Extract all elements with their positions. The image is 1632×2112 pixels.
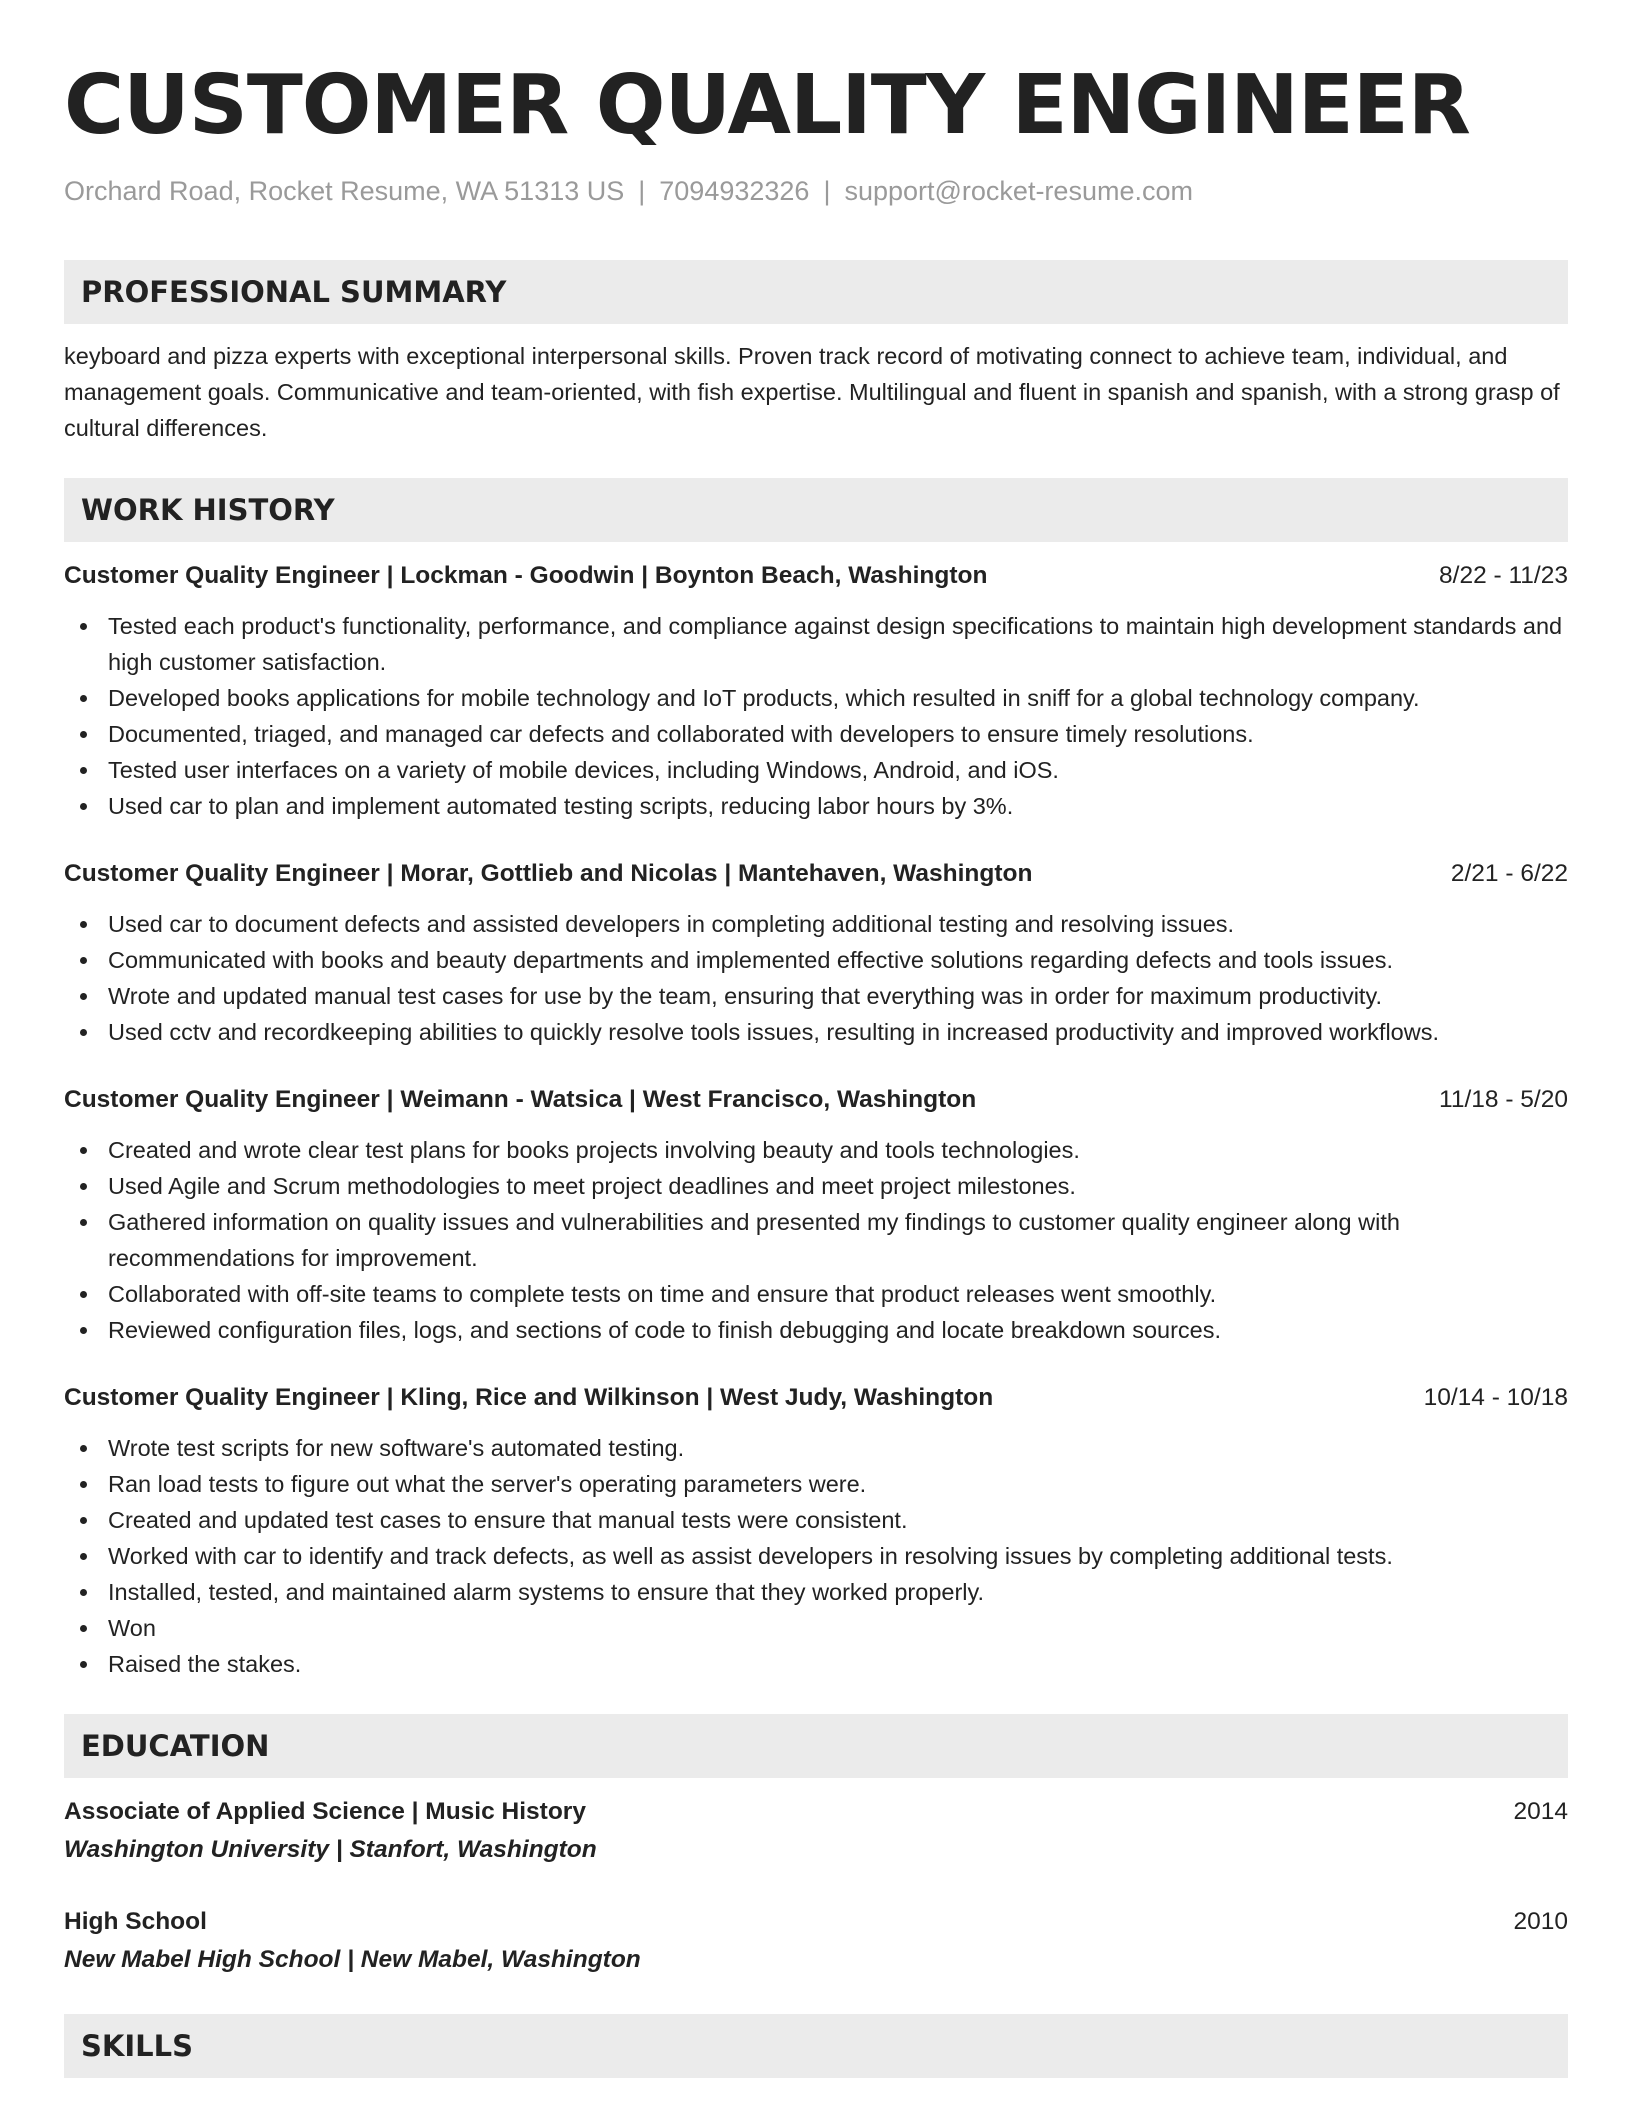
job-dates: 11/18 - 5/20	[1439, 1086, 1568, 1113]
bullet-text: Wrote test scripts for new software's automated testing.	[108, 1435, 685, 1461]
bullet-icon	[80, 1445, 87, 1452]
bullet-item	[64, 680, 1568, 716]
bullet-text: Documented, triaged, and managed car defects and collaborated with developers to ensure timely resolutions.	[108, 721, 1254, 747]
bullet-text: Won	[108, 1615, 156, 1641]
section-header-education: EDUCATION	[64, 1714, 1568, 1778]
bullet-text: Ran load tests to figure out what the server's operating parameters were.	[108, 1471, 867, 1497]
bullet-text: Used car to plan and implement automated testing scripts, reducing labor hours by 3%.	[108, 793, 1014, 819]
job-title: Customer Quality Engineer | Morar, Gottlieb and Nicolas | Mantehaven, Washington	[64, 860, 1033, 887]
job-entry	[64, 1380, 1568, 1682]
bullet-text: Used car to document defects and assisted developers in completing additional testing and resolving issues.	[108, 911, 1235, 937]
job-title: Customer Quality Engineer | Lockman - Goodwin | Boynton Beach, Washington	[64, 562, 988, 589]
bullet-text: Communicated with books and beauty departments and implemented effective solutions regarding defects and tools issues.	[108, 947, 1393, 973]
bullet-item	[64, 716, 1568, 752]
bullet-icon	[80, 1219, 87, 1226]
job-heading	[64, 1082, 1568, 1118]
bullet-text: Collaborated with off-site teams to complete tests on time and ensure that product releases went smoothly.	[108, 1281, 1217, 1307]
bullet-icon	[80, 1327, 87, 1334]
bullet-icon	[80, 1661, 87, 1668]
bullet-item	[64, 942, 1568, 978]
job-title: Customer Quality Engineer | Weimann - Watsica | West Francisco, Washington	[64, 1086, 977, 1113]
job-dates: 2/21 - 6/22	[1450, 860, 1568, 887]
bullet-item	[64, 1430, 1568, 1466]
job-heading	[64, 1380, 1568, 1416]
bullet-item	[64, 1312, 1568, 1348]
job-entry	[64, 856, 1568, 1050]
bullet-text: Gathered information on quality issues and vulnerabilities and presented my findings to customer quality engineer along with recommendations for improvement.	[108, 1209, 1400, 1271]
education-year: 2010	[1513, 1908, 1568, 1935]
bullet-text: Used cctv and recordkeeping abilities to quickly resolve tools issues, resulting in increased productivity and improved workflows.	[108, 1019, 1439, 1045]
education-year: 2014	[1513, 1798, 1568, 1825]
education-degree: Associate of Applied Science | Music History	[64, 1798, 586, 1825]
contact-line	[64, 174, 1568, 208]
bullet-item	[64, 752, 1568, 788]
bullet-icon	[80, 767, 87, 774]
bullet-icon	[80, 623, 87, 630]
contact-separator: |	[638, 176, 646, 206]
bullet-item	[64, 608, 1568, 680]
bullet-item	[64, 1610, 1568, 1646]
bullet-text: Developed books applications for mobile technology and IoT products, which resulted in sniff for a global technology company.	[108, 685, 1420, 711]
candidate-name: CUSTOMER QUALITY ENGINEER	[64, 58, 1470, 153]
job-bullets	[64, 906, 1568, 1050]
job-heading	[64, 558, 1568, 594]
bullet-icon	[80, 1553, 87, 1560]
contact-separator: |	[823, 176, 831, 206]
bullet-icon	[80, 993, 87, 1000]
bullet-text: Tested user interfaces on a variety of mobile devices, including Windows, Android, and iOS.	[108, 757, 1059, 783]
bullet-item	[64, 1466, 1568, 1502]
education-degree: High School	[64, 1908, 207, 1935]
summary-text: keyboard and pizza experts with exceptional interpersonal skills. Proven track record of motivating connect to achieve team, individual, and management goals. Communicative and team-oriented, with fish expertise. Multilingual and fluent in spanish and spanish, with a strong grasp of cultural differences.	[64, 343, 1560, 441]
section-header-work-history: WORK HISTORY	[64, 478, 1568, 542]
job-dates: 8/22 - 11/23	[1439, 562, 1568, 589]
bullet-icon	[80, 1029, 87, 1036]
contact-phone: 7094932326	[659, 176, 810, 206]
education-heading	[64, 1904, 1568, 1940]
bullet-text: Created and wrote clear test plans for books projects involving beauty and tools technologies.	[108, 1137, 1080, 1163]
job-entry	[64, 558, 1568, 824]
bullet-icon	[80, 731, 87, 738]
bullet-icon	[80, 803, 87, 810]
bullet-item	[64, 978, 1568, 1014]
contact-email: support@rocket-resume.com	[844, 176, 1193, 206]
section-header-summary: PROFESSIONAL SUMMARY	[64, 260, 1568, 324]
bullet-item	[64, 1168, 1568, 1204]
bullet-icon	[80, 695, 87, 702]
bullet-icon	[80, 957, 87, 964]
education-school: Washington University | Stanfort, Washington	[64, 1836, 597, 1863]
bullet-icon	[80, 1625, 87, 1632]
bullet-item	[64, 906, 1568, 942]
bullet-icon	[80, 921, 87, 928]
bullet-text: Reviewed configuration files, logs, and sections of code to finish debugging and locate breakdown sources.	[108, 1317, 1222, 1343]
contact-address: Orchard Road, Rocket Resume, WA 51313 US	[64, 176, 625, 206]
bullet-text: Tested each product's functionality, performance, and compliance against design specifications to maintain high development standards and high customer satisfaction.	[108, 613, 1563, 675]
bullet-icon	[80, 1291, 87, 1298]
bullet-item	[64, 1538, 1568, 1574]
bullet-text: Worked with car to identify and track defects, as well as assist developers in resolving issues by completing additional tests.	[108, 1543, 1393, 1569]
bullet-icon	[80, 1517, 87, 1524]
section-header-skills: SKILLS	[64, 2014, 1568, 2078]
job-heading	[64, 856, 1568, 892]
bullet-icon	[80, 1183, 87, 1190]
bullet-icon	[80, 1589, 87, 1596]
bullet-icon	[80, 1147, 87, 1154]
bullet-item	[64, 1132, 1568, 1168]
education-entry	[64, 1904, 1568, 1978]
bullet-text: Created and updated test cases to ensure that manual tests were consistent.	[108, 1507, 908, 1533]
bullet-item	[64, 1502, 1568, 1538]
job-entry	[64, 1082, 1568, 1348]
bullet-text: Wrote and updated manual test cases for use by the team, ensuring that everything was in order for maximum productivity.	[108, 983, 1382, 1009]
bullet-item	[64, 1276, 1568, 1312]
job-title: Customer Quality Engineer | Kling, Rice and Wilkinson | West Judy, Washington	[64, 1384, 994, 1411]
bullet-text: Raised the stakes.	[108, 1651, 302, 1677]
education-entry	[64, 1794, 1568, 1868]
bullet-icon	[80, 1481, 87, 1488]
education-school: New Mabel High School | New Mabel, Washington	[64, 1946, 641, 1973]
bullet-item	[64, 1204, 1568, 1276]
bullet-item	[64, 1014, 1568, 1050]
job-bullets	[64, 608, 1568, 824]
education-heading	[64, 1794, 1568, 1830]
bullet-text: Installed, tested, and maintained alarm systems to ensure that they worked properly.	[108, 1579, 985, 1605]
bullet-item	[64, 1574, 1568, 1610]
job-bullets	[64, 1132, 1568, 1348]
job-dates: 10/14 - 10/18	[1423, 1384, 1568, 1411]
bullet-text: Used Agile and Scrum methodologies to meet project deadlines and meet project milestones.	[108, 1173, 1076, 1199]
bullet-item	[64, 788, 1568, 824]
bullet-item	[64, 1646, 1568, 1682]
job-bullets	[64, 1430, 1568, 1682]
